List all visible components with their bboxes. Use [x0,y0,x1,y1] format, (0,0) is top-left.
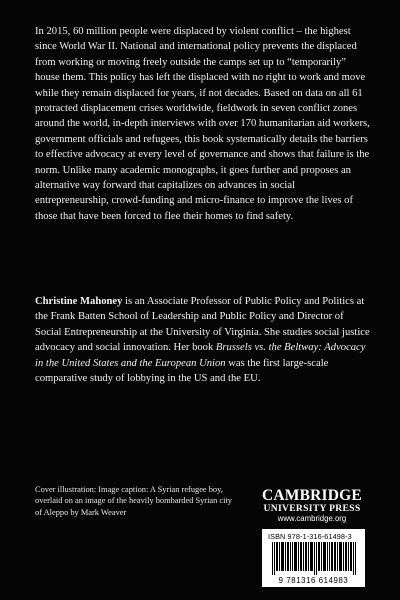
isbn-barcode [262,529,365,587]
author-bio-text-1: is an Associate Professor of Public Policy and Politics at the Frank Batten School of Leadership and Public Policy and Director of Social Entrepreneurship at the University of Virginia. She studies social justice advocacy and social innovation. Her book [35,296,370,354]
publisher-name: CAMBRIDGE [262,487,362,504]
author-bio [35,294,370,386]
author-bio-text-2: was the first large-scale comparative study of lobbying in the US and the EU. [35,357,329,385]
barcode-digits: 9 781316 614983 [278,576,349,585]
publisher-press: UNIVERSITY PRESS [263,503,361,514]
publisher-logo [259,488,365,524]
isbn-label: ISBN 978-1-316-61498-3 [268,532,352,541]
publisher-url: www.cambridge.org [277,514,347,523]
author-name: Christine Mahoney [35,296,123,307]
cover-illustration-caption: Cover illustration: Image caption: A Syrian refugee boy, overlaid on an image of the heavily bombarded Syrian city of Aleppo by Mark Weaver [35,485,232,517]
book-description: In 2015, 60 million people were displaced by violent conflict – the highest since World War II. National and international policy prevents the displaced from working or moving freely outside the camps set up to “temporarily” house them. This policy has left the displaced with no right to work and move while they remain displaced for years, if not decades. Based on data on all 61 protracted displacement crises worldwide, fieldwork in seven conflict zones around the world, in-depth interviews with over 170 humanitarian aid workers, government officials and refugees, this book systematically details the barriers to effective advocacy at every level of governance and shows that failure is the norm. Unlike many academic monographs, it goes further and proposes an alternative way forward that capitalizes on advances in social entrepreneurship, crowd-funding and micro-finance to improve the lives of those that have been forced to flee their homes to find safety. [35,26,370,222]
barcode-bars-icon [272,542,358,575]
prior-book-title: Brussels vs. the Beltway: Advocacy in the United States and the European Union [35,342,366,369]
